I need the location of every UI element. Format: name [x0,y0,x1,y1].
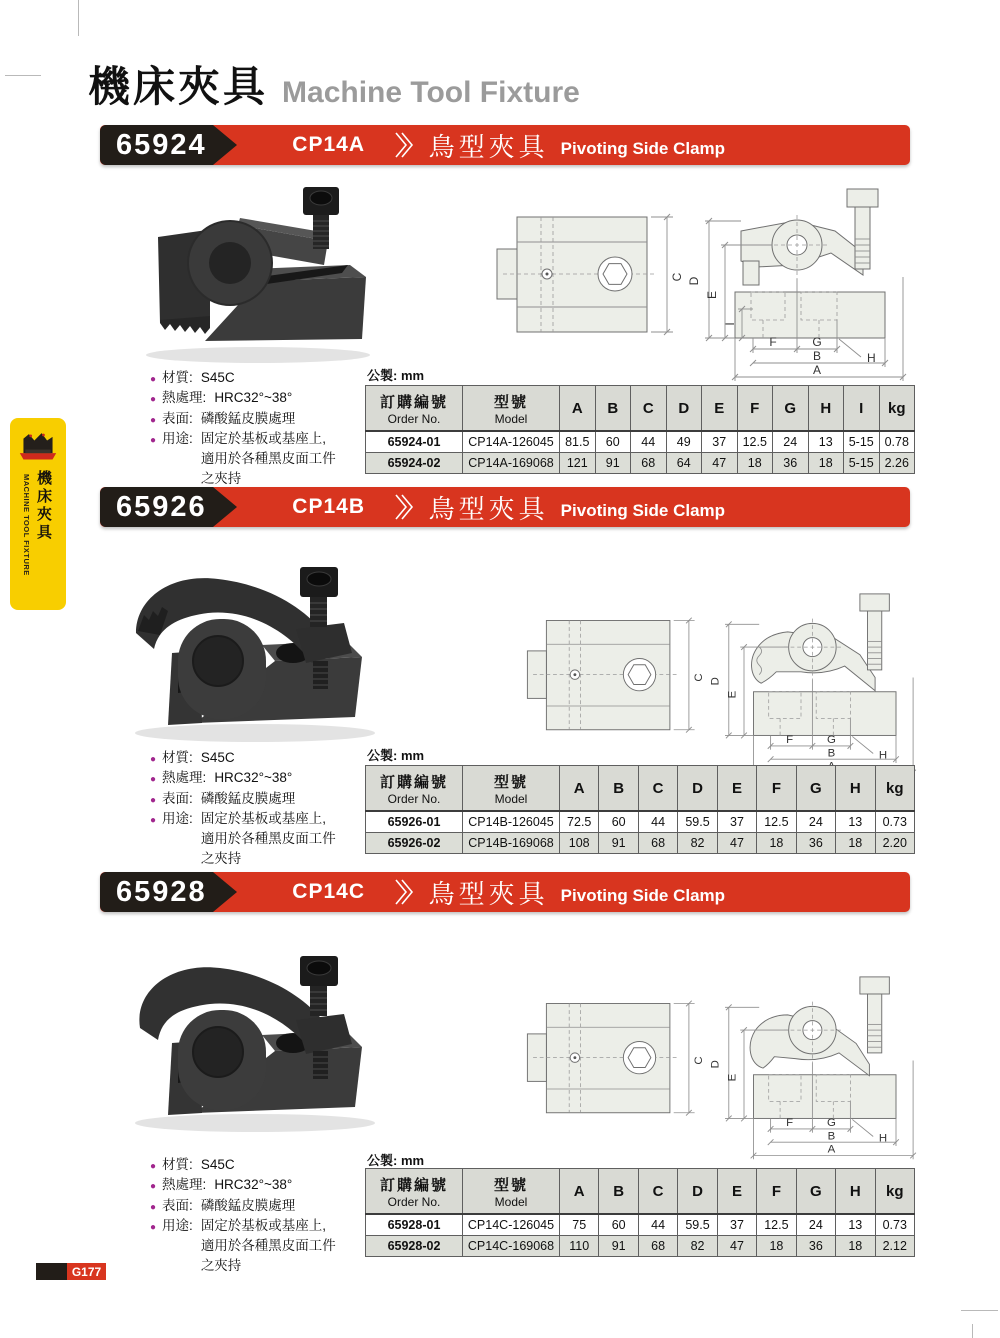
value-cell: 18 [757,1236,796,1257]
spec-list [150,748,336,870]
column-header-order-no-: 訂購編號 Order No. [366,766,463,812]
spec-table-65924 [365,385,915,474]
value-cell: 60 [595,431,631,453]
spec-item [150,768,336,788]
value-cell: 13 [836,1214,875,1236]
value-cell: 18 [808,453,844,474]
chevron-icon [393,877,415,907]
model-cell: CP14C-126045 [463,1214,560,1236]
spec-value: S45C [200,750,235,765]
spec-label: 表面: [162,1197,193,1213]
svg-text:E: E [705,290,719,300]
table-row [366,453,915,474]
svg-text:C: C [670,272,684,282]
value-cell: 5-15 [844,431,880,453]
table-row [366,431,915,453]
unit-label: 公製: mm [367,748,425,763]
value-cell: 13 [808,431,844,453]
value-cell: 68 [638,833,677,854]
order-no-cell: 65926-01 [366,811,463,833]
column-header-e: E [717,1169,756,1215]
column-header-c: C [638,1169,677,1215]
model-label: CP14C [292,880,365,903]
product-code: 65928 [116,875,207,908]
svg-text:G: G [812,335,822,349]
spec-value: HRC32°~38° [214,390,293,406]
spec-item [150,388,336,408]
bullet-icon: ● [150,794,157,806]
spec-label: 材質: [162,1157,193,1172]
column-header-b: B [599,766,638,812]
spec-value: S45C [200,1157,235,1172]
unit-label: 公製: mm [367,1153,425,1168]
column-header-a: A [560,386,596,432]
value-cell: 12.5 [757,1214,796,1236]
order-no-cell: 65924-02 [366,453,463,474]
value-cell: 47 [702,453,738,474]
svg-text:C: C [693,673,706,682]
spec-item [150,748,336,768]
spec-label: 用途: [162,810,193,826]
column-header-order-no-: 訂購編號 Order No. [366,1169,463,1215]
model-label: CP14A [292,133,365,156]
svg-text:F: F [786,734,794,747]
column-header-h: H [836,766,875,812]
svg-text:B: B [812,349,822,363]
svg-text:F: F [786,1117,794,1130]
column-header-h: H [808,386,844,432]
column-header-a: A [560,766,599,812]
value-cell: 44 [638,811,677,833]
model-cell: CP14A-126045 [463,431,560,453]
value-cell: 5-15 [844,453,880,474]
spec-table-65926 [365,765,915,854]
value-cell: 60 [599,811,638,833]
spec-value: HRC32°~38° [214,1177,293,1193]
product-code: 65924 [116,128,207,161]
product-name-en: Pivoting Side Clamp [560,886,726,905]
svg-text:G: G [826,1117,836,1130]
value-cell: 44 [631,431,667,453]
spec-item [150,368,336,388]
column-header-g: G [773,386,809,432]
spec-item [150,1175,336,1195]
chevron-icon [393,130,415,160]
spec-label: 材質: [162,370,193,385]
spec-label: 表面: [162,790,193,806]
column-header-g: G [796,766,835,812]
order-no-cell: 65928-01 [366,1214,463,1236]
svg-text:F: F [769,335,777,349]
value-cell: 81.5 [560,431,596,453]
spec-value: HRC32°~38° [214,770,293,786]
value-cell: 37 [717,811,756,833]
value-cell: 37 [702,431,738,453]
spec-label: 熱處理: [162,1177,207,1193]
sidebar-tab [10,418,66,610]
product-section-65926 [0,487,1000,872]
page-title-en: Machine Tool Fixture [282,75,580,109]
value-cell: 18 [836,833,875,854]
value-cell: 64 [666,453,702,474]
product-photo [100,533,400,748]
page-title [88,63,580,110]
svg-text:H: H [878,1132,888,1145]
value-cell: 68 [631,453,667,474]
spec-value: 磷酸錳皮膜處理 [200,1197,296,1213]
spec-item [150,429,336,490]
value-cell: 44 [638,1214,677,1236]
order-no-cell: 65926-02 [366,833,463,854]
value-cell: 13 [836,811,875,833]
column-header-f: F [757,1169,796,1215]
table-row [366,833,915,854]
spec-value: 固定於基板或基座上, 適用於各種黑皮面工件 之夾持 [200,810,336,867]
value-cell: 36 [796,833,835,854]
page-title-zh: 機床夾具 [88,63,269,110]
spec-label: 熱處理: [162,770,207,786]
value-cell: 36 [796,1236,835,1257]
svg-text:G: G [826,734,836,747]
bullet-icon: ● [150,394,157,406]
svg-text:D: D [687,276,701,286]
column-header-c: C [631,386,667,432]
value-cell: 0.73 [875,811,915,833]
spec-label: 表面: [162,410,193,426]
value-cell: 59.5 [678,811,717,833]
order-no-cell: 65928-02 [366,1236,463,1257]
column-header-a: A [560,1169,599,1215]
value-cell: 2.20 [875,833,915,854]
svg-text:B: B [827,747,836,760]
value-cell: 18 [737,453,773,474]
value-cell: 68 [638,1236,677,1257]
column-header-e: E [702,386,738,432]
column-header-e: E [717,766,756,812]
product-section-65928 [0,872,1000,1272]
value-cell: 60 [599,1214,638,1236]
column-header-i: I [844,386,880,432]
svg-text:A: A [827,1143,836,1156]
table-row [366,1236,915,1257]
column-header-kg: kg [875,766,915,812]
product-banner [100,872,910,912]
column-header-f: F [757,766,796,812]
product-name-zh: 鳥型夾具 [428,493,549,524]
product-name-zh: 鳥型夾具 [428,131,549,162]
bullet-icon: ● [150,1201,157,1213]
bullet-icon: ● [150,1161,157,1172]
spec-item [150,409,336,429]
value-cell: 49 [666,431,702,453]
unit-label: 公製: mm [367,368,425,383]
spec-value: 固定於基板或基座上, 適用於各種黑皮面工件 之夾持 [200,430,336,487]
value-cell: 2.26 [879,453,915,474]
svg-text:C: C [693,1056,706,1065]
product-code: 65926 [116,490,207,523]
spec-item [150,1196,336,1216]
column-header-h: H [836,1169,875,1215]
page-number-badge: G177 [67,1263,106,1280]
svg-text:H: H [878,749,888,762]
value-cell: 0.73 [875,1214,915,1236]
column-header-kg: kg [879,386,915,432]
spec-label: 熱處理: [162,390,207,406]
product-section-65924 [0,125,1000,487]
svg-text:E: E [726,690,739,699]
column-header-order-no-: 訂購編號 Order No. [366,386,463,432]
tab-label-en: MACHINE TOOL FIXTURE [22,474,31,576]
value-cell: 18 [757,833,796,854]
model-cell: CP14B-169068 [463,833,560,854]
spec-value: 磷酸錳皮膜處理 [200,790,296,806]
technical-drawing [525,975,925,1165]
svg-text:D: D [709,1060,722,1069]
model-cell: CP14B-126045 [463,811,560,833]
column-header-model: 型號 Model [463,1169,560,1215]
svg-text:B: B [827,1130,836,1143]
column-header-b: B [595,386,631,432]
value-cell: 47 [717,833,756,854]
column-header-model: 型號 Model [463,766,560,812]
value-cell: 91 [595,453,631,474]
technical-drawing [495,187,915,387]
value-cell: 91 [599,833,638,854]
bullet-icon: ● [150,774,157,786]
bullet-icon: ● [150,814,157,826]
banner-arrow [213,125,237,165]
value-cell: 91 [599,1236,638,1257]
header-row [366,386,915,432]
svg-text:A: A [812,363,822,377]
svg-text:I: I [723,322,737,326]
value-cell: 24 [796,811,835,833]
product-code-badge [100,125,213,165]
technical-drawing [525,592,925,782]
bullet-icon: ● [150,414,157,426]
column-header-d: D [666,386,702,432]
column-header-model: 型號 Model [463,386,560,432]
value-cell: 37 [717,1214,756,1236]
column-header-f: F [737,386,773,432]
spec-item [150,1216,336,1277]
spec-label: 用途: [162,1217,193,1233]
table-row [366,1214,915,1236]
bullet-icon: ● [150,1181,157,1193]
column-header-b: B [599,1169,638,1215]
column-header-d: D [678,766,717,812]
column-header-g: G [796,1169,835,1215]
svg-text:H: H [867,351,876,365]
value-cell: 82 [678,1236,717,1257]
order-no-cell: 65924-01 [366,431,463,453]
header-row [366,1169,915,1215]
bullet-icon: ● [150,1221,157,1233]
model-label: CP14B [292,495,365,518]
model-cell: CP14C-169068 [463,1236,560,1257]
bullet-icon: ● [150,374,157,385]
column-header-c: C [638,766,677,812]
value-cell: 2.12 [875,1236,915,1257]
value-cell: 75 [560,1214,599,1236]
bullet-icon: ● [150,754,157,765]
value-cell: 24 [773,431,809,453]
spec-table-65928 [365,1168,915,1257]
product-name-en: Pivoting Side Clamp [560,501,726,520]
tab-label-zh: 機床夾具 [35,470,52,542]
chevron-icon [393,492,415,522]
tab-logo-icon [18,428,58,462]
product-code-badge [100,487,213,527]
crop-mark [961,1310,998,1311]
product-code-badge [100,872,213,912]
product-name-zh: 鳥型夾具 [428,878,549,909]
spec-value: 磷酸錳皮膜處理 [200,410,296,426]
value-cell: 108 [560,833,599,854]
value-cell: 72.5 [560,811,599,833]
banner-arrow [213,872,237,912]
spec-list [150,368,336,490]
svg-text:E: E [726,1073,739,1082]
value-cell: 12.5 [737,431,773,453]
product-name-en: Pivoting Side Clamp [560,139,726,158]
spec-item [150,1155,336,1175]
column-header-d: D [678,1169,717,1215]
bullet-icon: ● [150,434,157,446]
spec-label: 材質: [162,750,193,765]
value-cell: 47 [717,1236,756,1257]
crop-mark [78,0,79,36]
model-cell: CP14A-169068 [463,453,560,474]
value-cell: 121 [560,453,596,474]
value-cell: 0.78 [879,431,915,453]
table-row [366,811,915,833]
product-photo [100,918,400,1138]
spec-item [150,809,336,870]
footer-bar [36,1263,67,1280]
value-cell: 24 [796,1214,835,1236]
column-header-kg: kg [875,1169,915,1215]
value-cell: 36 [773,453,809,474]
value-cell: 110 [560,1236,599,1257]
spec-value: 固定於基板或基座上, 適用於各種黑皮面工件 之夾持 [200,1217,336,1274]
spec-label: 用途: [162,430,193,446]
value-cell: 82 [678,833,717,854]
crop-mark [5,75,41,76]
spec-value: S45C [200,370,235,385]
svg-text:D: D [709,677,722,686]
product-banner [100,487,910,527]
crop-mark [972,1324,973,1338]
banner-arrow [213,487,237,527]
spec-list [150,1155,336,1277]
header-row [366,766,915,812]
spec-item [150,789,336,809]
value-cell: 59.5 [678,1214,717,1236]
product-photo [110,173,390,368]
value-cell: 12.5 [757,811,796,833]
value-cell: 18 [836,1236,875,1257]
product-banner [100,125,910,165]
